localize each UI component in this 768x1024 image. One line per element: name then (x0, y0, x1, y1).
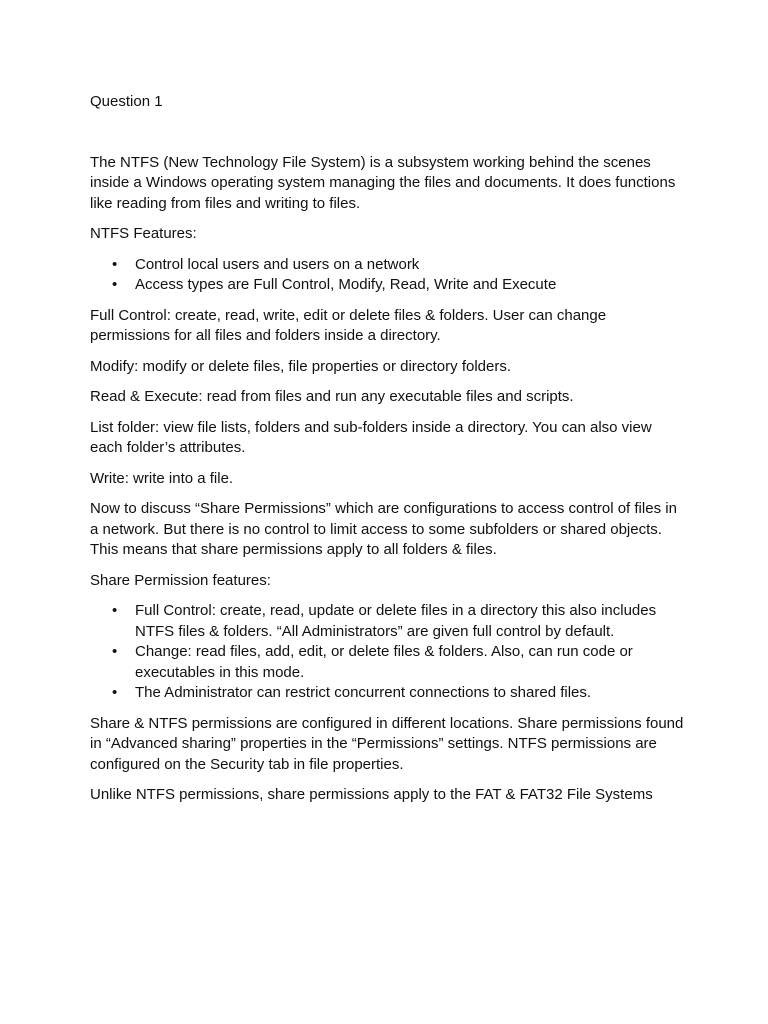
bullet-icon: • (112, 255, 118, 273)
list-item-text: Change: read files, add, edit, or delete files & folders. Also, can run code or executables in this mode. (135, 643, 633, 681)
ntfs-features-label: NTFS Features: (90, 225, 197, 242)
share-permissions-paragraph: Now to discuss “Share Permissions” which are configurations to access control of files in a network. But there is no control to limit access to some subfolders or shared objects. This means that share permissions apply to all folders & files. (90, 500, 677, 558)
list-item-text: Access types are Full Control, Modify, Read, Write and Execute (135, 276, 557, 293)
bullet-icon: • (112, 684, 118, 701)
list-item (112, 683, 685, 704)
read-execute-paragraph: Read & Execute: read from files and run any executable files and scripts. (90, 388, 574, 405)
modify-paragraph: Modify: modify or delete files, file properties or directory folders. (90, 357, 512, 375)
ntfs-features-list (90, 255, 685, 296)
bullet-icon: • (112, 643, 118, 660)
share-features-label: Share Permission features: (90, 571, 271, 589)
question-heading: Question 1 (90, 93, 163, 110)
config-locations-paragraph: Share & NTFS permissions are configured in different locations. Share permissions found in “Advanced sharing” properties in the “Permissions” settings. NTFS permissions are configured on the Security tab in file properties. (90, 714, 684, 773)
closing-paragraph: Unlike NTFS permissions, share permissions apply to the FAT & FAT32 File Systems (90, 786, 653, 803)
list-item (112, 255, 685, 276)
list-item (112, 642, 685, 683)
list-item (112, 601, 685, 642)
list-item-text: Full Control: create, read, update or delete files in a directory this also includes NTFS files & folders. “All Administrators” are given full control by default. (135, 602, 657, 640)
full-control-paragraph: Full Control: create, read, write, edit or delete files & folders. User can change permissions for all files and folders inside a directory. (90, 306, 607, 344)
list-item (112, 275, 685, 296)
share-features-list (90, 601, 685, 704)
write-paragraph: Write: write into a file. (90, 469, 234, 487)
bullet-icon: • (112, 276, 118, 293)
document-page (90, 92, 685, 816)
ntfs-intro-paragraph: The NTFS (New Technology File System) is a subsystem working behind the scenes inside a Windows operating system managing the files and documents. It does functions like reading from files and writing to files. (90, 153, 676, 212)
list-item-text: Control local users and users on a network (135, 255, 420, 273)
bullet-icon: • (112, 602, 118, 619)
list-folder-paragraph: List folder: view file lists, folders and sub-folders inside a directory. You can also view each folder’s attributes. (90, 418, 652, 456)
list-item-text: The Administrator can restrict concurrent connections to shared files. (135, 684, 592, 701)
